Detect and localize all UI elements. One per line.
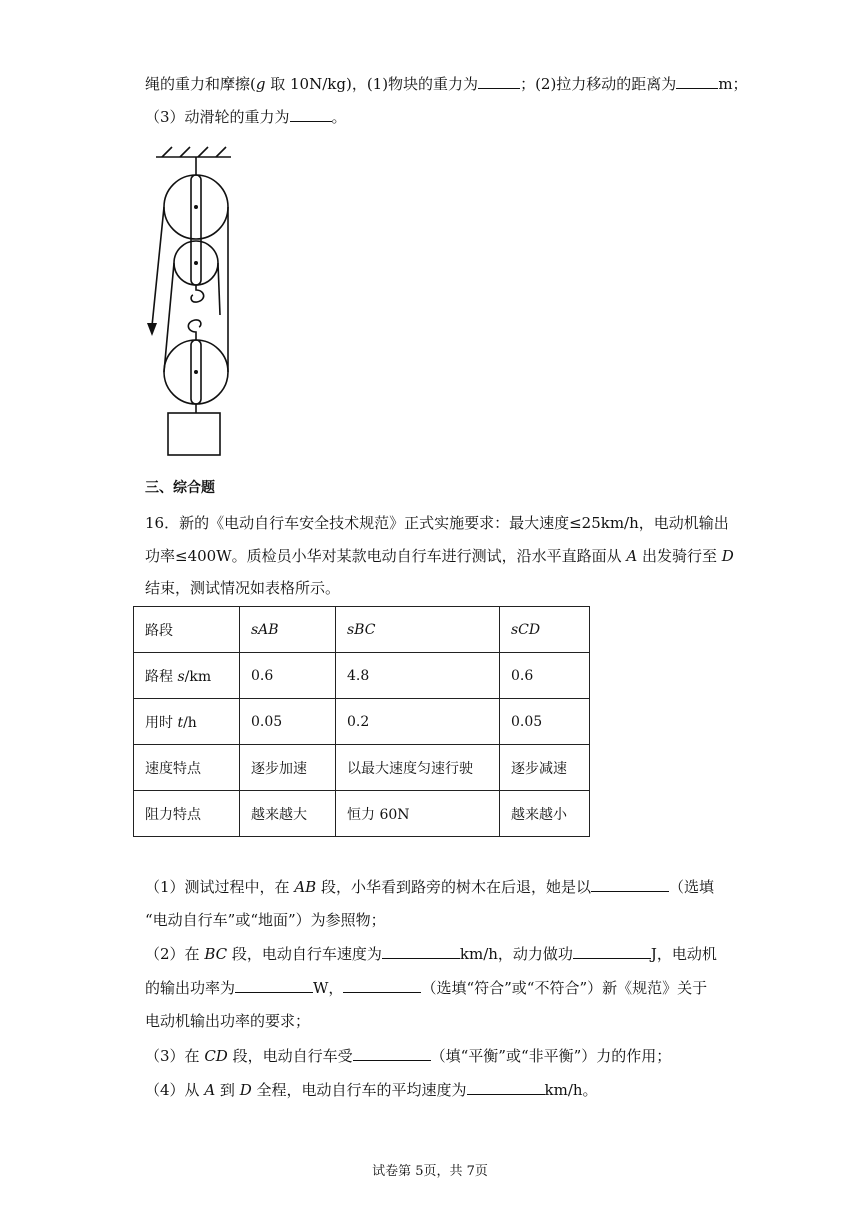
subq-text: （选填 xyxy=(668,878,714,896)
subq-text: W， xyxy=(313,979,344,997)
row-label: 阻力特点 xyxy=(134,791,240,837)
var-AB: AB xyxy=(294,878,317,896)
answer-blank[interactable] xyxy=(235,977,313,993)
table-header-cell: sCD xyxy=(500,607,590,653)
var-g: g xyxy=(255,75,266,93)
subq-text: （4）从 xyxy=(145,1081,205,1099)
q16-line-2 xyxy=(145,546,734,566)
table-row xyxy=(134,791,590,837)
subq-text: 的输出功率为 xyxy=(145,979,236,997)
answer-blank[interactable] xyxy=(467,1079,545,1095)
table-cell: 0.05 xyxy=(240,699,336,745)
subq-4-line xyxy=(145,1079,598,1100)
table-row xyxy=(134,699,590,745)
subq-text: （2）在 xyxy=(145,945,205,963)
table-row xyxy=(134,653,590,699)
var-D: D xyxy=(239,1081,252,1099)
intro-text: m； xyxy=(718,75,748,93)
table-cell: 逐步减速 xyxy=(500,745,590,791)
q16-line-1: 16．新的《电动自行车安全技术规范》正式实施要求：最大速度≤25km/h，电动机输出 xyxy=(145,514,729,532)
var-t: t xyxy=(177,714,184,731)
pull-direction-arrow-icon xyxy=(147,323,157,336)
subq-text: （选填“符合”或“不符合”）新《规范》关于 xyxy=(421,979,708,997)
intro-line-1 xyxy=(145,73,748,94)
var-D: D xyxy=(721,547,734,565)
table-cell: 越来越小 xyxy=(500,791,590,837)
q16-text: 出发骑行至 xyxy=(637,547,722,565)
table-header-row xyxy=(134,607,590,653)
subq-text: 段，电动自行车速度为 xyxy=(227,945,382,963)
intro-text: 。 xyxy=(331,108,347,126)
intro-text: 绳的重力和摩擦( xyxy=(145,75,256,93)
subq-text: 段，小华看到路旁的树木在后退，她是以 xyxy=(316,878,591,896)
table-row xyxy=(134,745,590,791)
subq-text: km/h。 xyxy=(544,1081,598,1099)
subq-text: 全程，电动自行车的平均速度为 xyxy=(251,1081,467,1099)
q16-text: 功率≤400W。质检员小华对某款电动自行车进行测试，沿水平直路面从 xyxy=(145,547,627,565)
intro-text: 取 10N/kg)，(1)物块的重力为 xyxy=(265,75,479,93)
row-label xyxy=(134,699,240,745)
table-cell: 逐步加速 xyxy=(240,745,336,791)
table-cell: 以最大速度匀速行驶 xyxy=(336,745,500,791)
table-cell: 越来越大 xyxy=(240,791,336,837)
subq-2-line-3: 电动机输出功率的要求； xyxy=(145,1012,311,1030)
table-cell: 恒力 60N xyxy=(336,791,500,837)
label-text: 用时 xyxy=(145,714,178,731)
table-cell: 0.6 xyxy=(500,653,590,699)
pull-rope xyxy=(152,207,164,326)
answer-blank[interactable] xyxy=(478,73,520,89)
subq-1-line-1 xyxy=(145,876,714,897)
answer-blank[interactable] xyxy=(591,876,669,892)
answer-blank[interactable] xyxy=(573,943,651,959)
subq-3-line xyxy=(145,1045,671,1066)
var-A: A xyxy=(626,547,638,565)
table-cell: 0.2 xyxy=(336,699,500,745)
table-header-cell: sAB xyxy=(240,607,336,653)
unit-text: /h xyxy=(183,714,197,731)
var-s: s xyxy=(177,668,185,685)
table-cell: 4.8 xyxy=(336,653,500,699)
subq-text: 段，电动自行车受 xyxy=(227,1047,353,1065)
table-header-cell: sBC xyxy=(336,607,500,653)
answer-blank[interactable] xyxy=(382,943,460,959)
page-footer: 试卷第 5页，共 7页 xyxy=(372,1164,488,1179)
subq-1-line-2: “电动自行车”或“地面”）为参照物； xyxy=(145,911,386,929)
var-CD: CD xyxy=(204,1047,228,1065)
section-heading: 三、综合题 xyxy=(145,480,215,496)
pulley-system-figure xyxy=(135,140,245,460)
table-cell: 0.05 xyxy=(500,699,590,745)
answer-blank[interactable] xyxy=(290,106,332,122)
subq-text: J，电动机 xyxy=(650,945,717,963)
q16-line-3: 结束，测试情况如表格所示。 xyxy=(145,579,341,597)
load-block xyxy=(168,413,220,455)
subq-text: km/h，动力做功 xyxy=(459,945,573,963)
label-text: 路程 xyxy=(145,668,178,685)
answer-blank[interactable] xyxy=(353,1045,431,1061)
intro-text: ；(2)拉力移动的距离为 xyxy=(520,75,677,93)
intro-line-2 xyxy=(145,106,347,127)
intro-text: （3）动滑轮的重力为 xyxy=(145,108,290,126)
subq-2-line-1 xyxy=(145,943,717,964)
subq-text: 到 xyxy=(215,1081,240,1099)
subq-2-line-2 xyxy=(145,977,707,998)
table-header-cell: 路段 xyxy=(134,607,240,653)
var-A: A xyxy=(204,1081,216,1099)
subq-text: （填“平衡”或“非平衡”）力的作用； xyxy=(430,1047,672,1065)
subq-text: （1）测试过程中，在 xyxy=(145,878,295,896)
unit-text: /km xyxy=(184,668,212,685)
answer-blank[interactable] xyxy=(676,73,718,89)
subq-text: （3）在 xyxy=(145,1047,205,1065)
row-label: 速度特点 xyxy=(134,745,240,791)
table-cell: 0.6 xyxy=(240,653,336,699)
var-BC: BC xyxy=(204,945,228,963)
answer-blank[interactable] xyxy=(343,977,421,993)
test-data-table xyxy=(133,606,590,837)
row-label xyxy=(134,653,240,699)
